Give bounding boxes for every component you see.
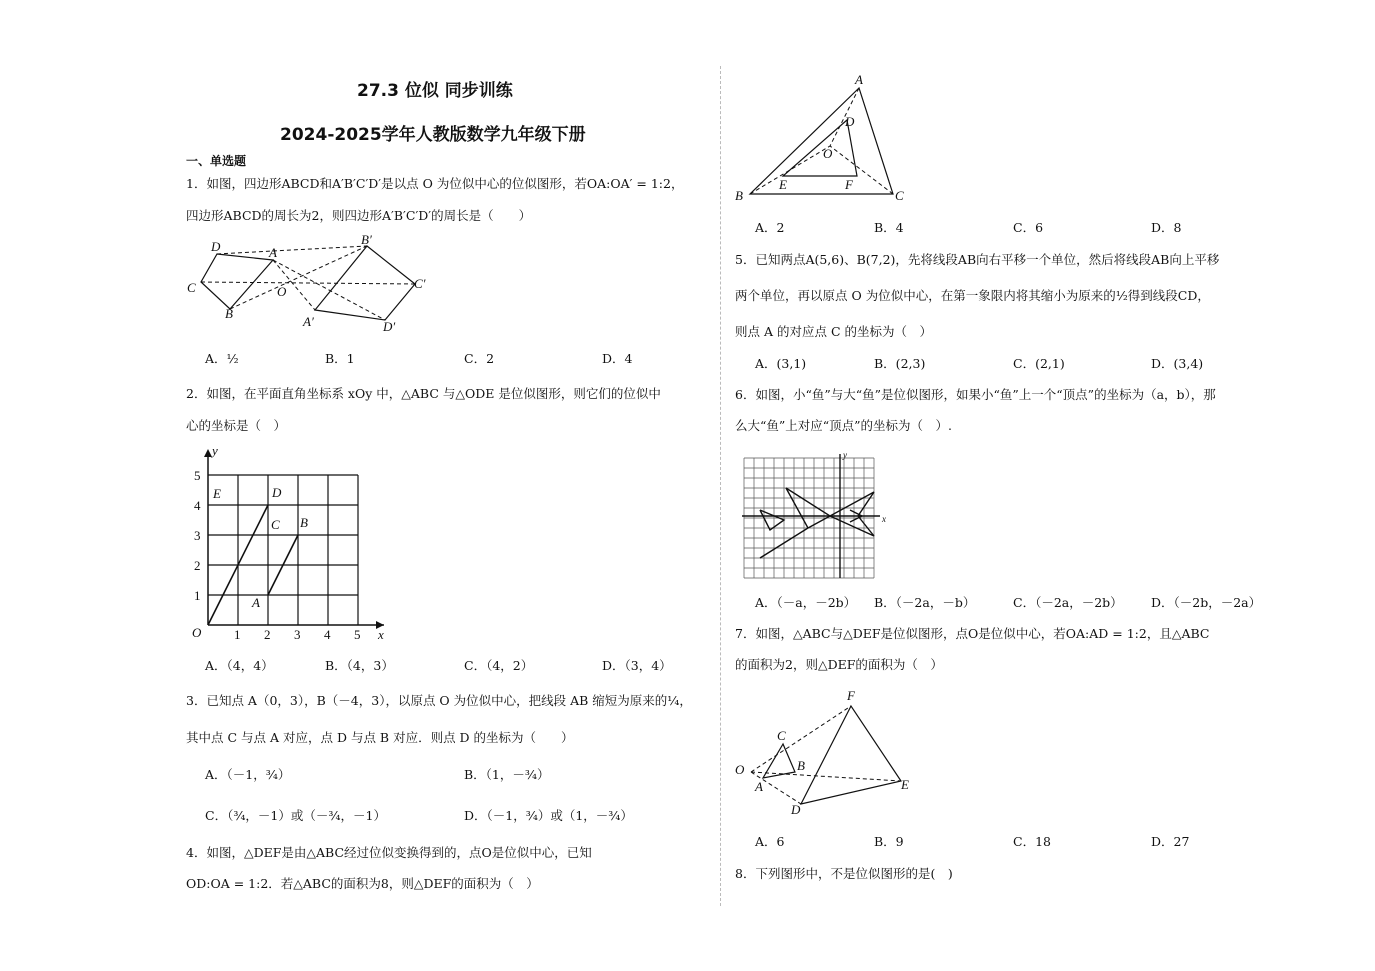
q1-label-b-prime: B′ — [361, 232, 372, 247]
q3-option-a[interactable]: A．（－1，¾） — [205, 767, 291, 782]
q4-label-f: F — [845, 177, 853, 192]
q1-label-a: A — [269, 245, 277, 260]
q5-option-c[interactable]: C．(2,1) — [1013, 356, 1065, 371]
q1-label-c-prime: C′ — [414, 276, 426, 291]
q4-label-b: B — [735, 188, 743, 203]
q5-option-b[interactable]: B．(2,3) — [874, 356, 926, 371]
q5-text-line1: 5．已知两点A(5,6)、B(7,2)，先将线段AB向右平移一个单位，然后将线段AB向上平移 — [735, 252, 1220, 267]
q1-text-line2: 四边形ABCD的周长为2，则四边形A′B′C′D′的周长是（ ） — [186, 208, 532, 223]
q3-text-line1: 3．已知点 A（0，3），B（－4，3），以原点 O 为位似中心，把线段 AB 缩短为原来的¼， — [186, 693, 692, 708]
q7-label-o: O — [735, 762, 745, 777]
q1-text-line1: 1．如图，四边形ABCD和A′B′C′D′是以点 O 为位似中心的位似图形，若OA:OA′ = 1:2， — [186, 176, 684, 191]
q4-option-a[interactable]: A．2 — [755, 220, 785, 235]
q4-label-a: A — [855, 72, 863, 87]
q4-label-e: E — [779, 177, 787, 192]
q2-ytick-4: 4 — [194, 498, 201, 513]
q3-text-line2: 其中点 C 与点 A 对应，点 D 与点 B 对应．则点 D 的坐标为（ ） — [186, 730, 574, 745]
q1-option-c[interactable]: C．2 — [464, 351, 495, 366]
q4-label-d: D — [845, 114, 855, 129]
q2-option-a[interactable]: A．（4，4） — [205, 658, 274, 673]
q7-label-e: E — [901, 777, 909, 792]
q6-option-b[interactable]: B．（－2a，－b） — [874, 595, 976, 610]
q2-origin: O — [192, 625, 202, 640]
q7-label-f: F — [847, 688, 855, 703]
q2-xtick-2: 2 — [264, 627, 271, 642]
q2-xtick-1: 1 — [234, 627, 241, 642]
page-title: 27.3 位似 同步训练 — [357, 81, 513, 101]
q6-text-line1: 6．如图，小“鱼”与大“鱼”是位似图形，如果小“鱼”上一个“顶点”的坐标为（a，b），那 — [735, 387, 1216, 402]
q7-figure — [733, 686, 918, 818]
q7-option-b[interactable]: B．9 — [874, 834, 904, 849]
q7-label-d: D — [791, 802, 801, 817]
q2-xtick-4: 4 — [324, 627, 331, 642]
q3-option-b[interactable]: B．（1，－¾） — [464, 767, 550, 782]
q1-option-b[interactable]: B．1 — [325, 351, 355, 366]
q8-text-line1: 8．下列图形中，不是位似图形的是( ) — [735, 866, 953, 881]
q2-axis-y: y — [212, 443, 218, 458]
q5-option-a[interactable]: A．(3,1) — [755, 356, 807, 371]
q2-option-d[interactable]: D．（3，4） — [602, 658, 672, 673]
q5-text-line2: 两个单位，再以原点 O 为位似中心，在第一象限内将其缩小为原来的½得到线段CD， — [735, 288, 1210, 303]
q7-option-d[interactable]: D．27 — [1151, 834, 1190, 849]
q2-point-b: B — [300, 515, 308, 530]
q1-label-b: B — [225, 306, 233, 321]
q2-option-b[interactable]: B．（4，3） — [325, 658, 394, 673]
q2-xtick-5: 5 — [354, 627, 361, 642]
q7-option-c[interactable]: C．18 — [1013, 834, 1051, 849]
q6-option-a[interactable]: A．（－a，－2b） — [755, 595, 857, 610]
q6-option-c[interactable]: C．（－2a，－2b） — [1013, 595, 1123, 610]
q1-label-d: D — [211, 239, 221, 254]
section-heading: 一、单选题 — [186, 154, 247, 168]
q6-fish-grid-figure — [740, 450, 890, 582]
q2-point-c: C — [271, 517, 280, 532]
q2-axis-x: x — [378, 627, 384, 642]
q4-option-c[interactable]: C．6 — [1013, 220, 1044, 235]
q7-label-c: C — [777, 728, 786, 743]
q1-option-d[interactable]: D．4 — [602, 351, 633, 366]
q2-point-d: D — [272, 485, 282, 500]
q4-option-d[interactable]: D．8 — [1151, 220, 1182, 235]
q7-label-a: A — [755, 779, 763, 794]
q1-label-a-prime: A′ — [303, 314, 314, 329]
q2-xtick-3: 3 — [294, 627, 301, 642]
q7-label-b: B — [797, 758, 805, 773]
q4-label-c: C — [895, 188, 904, 203]
q2-point-a: A — [252, 595, 260, 610]
q3-option-c[interactable]: C．（¾，－1）或（－¾，－1） — [205, 808, 386, 823]
q1-label-d-prime: D′ — [383, 319, 396, 334]
q7-text-line2: 的面积为2，则△DEF的面积为（ ） — [735, 657, 943, 672]
q2-ytick-3: 3 — [194, 528, 201, 543]
q6-axis-y: y — [843, 450, 847, 460]
q2-ytick-1: 1 — [194, 588, 201, 603]
q5-text-line3: 则点 A 的对应点 C 的坐标为（ ） — [735, 324, 932, 339]
q2-coordinate-grid — [186, 445, 396, 645]
q5-option-d[interactable]: D．(3,4) — [1151, 356, 1204, 371]
q4-text-line2: OD:OA = 1:2．若△ABC的面积为8，则△DEF的面积为（ ） — [186, 876, 539, 891]
q2-point-e: E — [213, 486, 221, 501]
page-subtitle: 2024-2025学年人教版数学九年级下册 — [280, 125, 586, 145]
q2-option-c[interactable]: C．（4，2） — [464, 658, 534, 673]
q7-option-a[interactable]: A．6 — [755, 834, 785, 849]
q2-text-line2: 心的坐标是（ ） — [186, 418, 287, 433]
q6-option-d[interactable]: D．（－2b，－2a） — [1151, 595, 1262, 610]
q4-option-b[interactable]: B．4 — [874, 220, 904, 235]
q2-ytick-5: 5 — [194, 468, 201, 483]
q4-text-line1: 4．如图，△DEF是由△ABC经过位似变换得到的，点O是位似中心，已知 — [186, 845, 592, 860]
q6-axis-x: x — [882, 514, 886, 524]
q1-figure — [185, 234, 435, 334]
column-divider — [720, 66, 722, 906]
q4-figure — [735, 72, 915, 204]
q1-label-c: C — [187, 280, 196, 295]
q1-option-a[interactable]: A．½ — [205, 351, 239, 366]
q6-text-line2: 么大“鱼”上对应“顶点”的坐标为（ ）. — [735, 418, 953, 433]
q1-label-o: O — [277, 284, 287, 299]
q2-ytick-2: 2 — [194, 558, 201, 573]
q3-option-d[interactable]: D．（－1，¾）或（1，－¾） — [464, 808, 633, 823]
q7-text-line1: 7．如图，△ABC与△DEF是位似图形，点O是位似中心，若OA:AD = 1:2，且△ABC — [735, 626, 1210, 641]
q4-label-o: O — [823, 146, 833, 161]
q2-text-line1: 2．如图，在平面直角坐标系 xOy 中，△ABC 与△ODE 是位似图形，则它们的位似中 — [186, 386, 661, 401]
